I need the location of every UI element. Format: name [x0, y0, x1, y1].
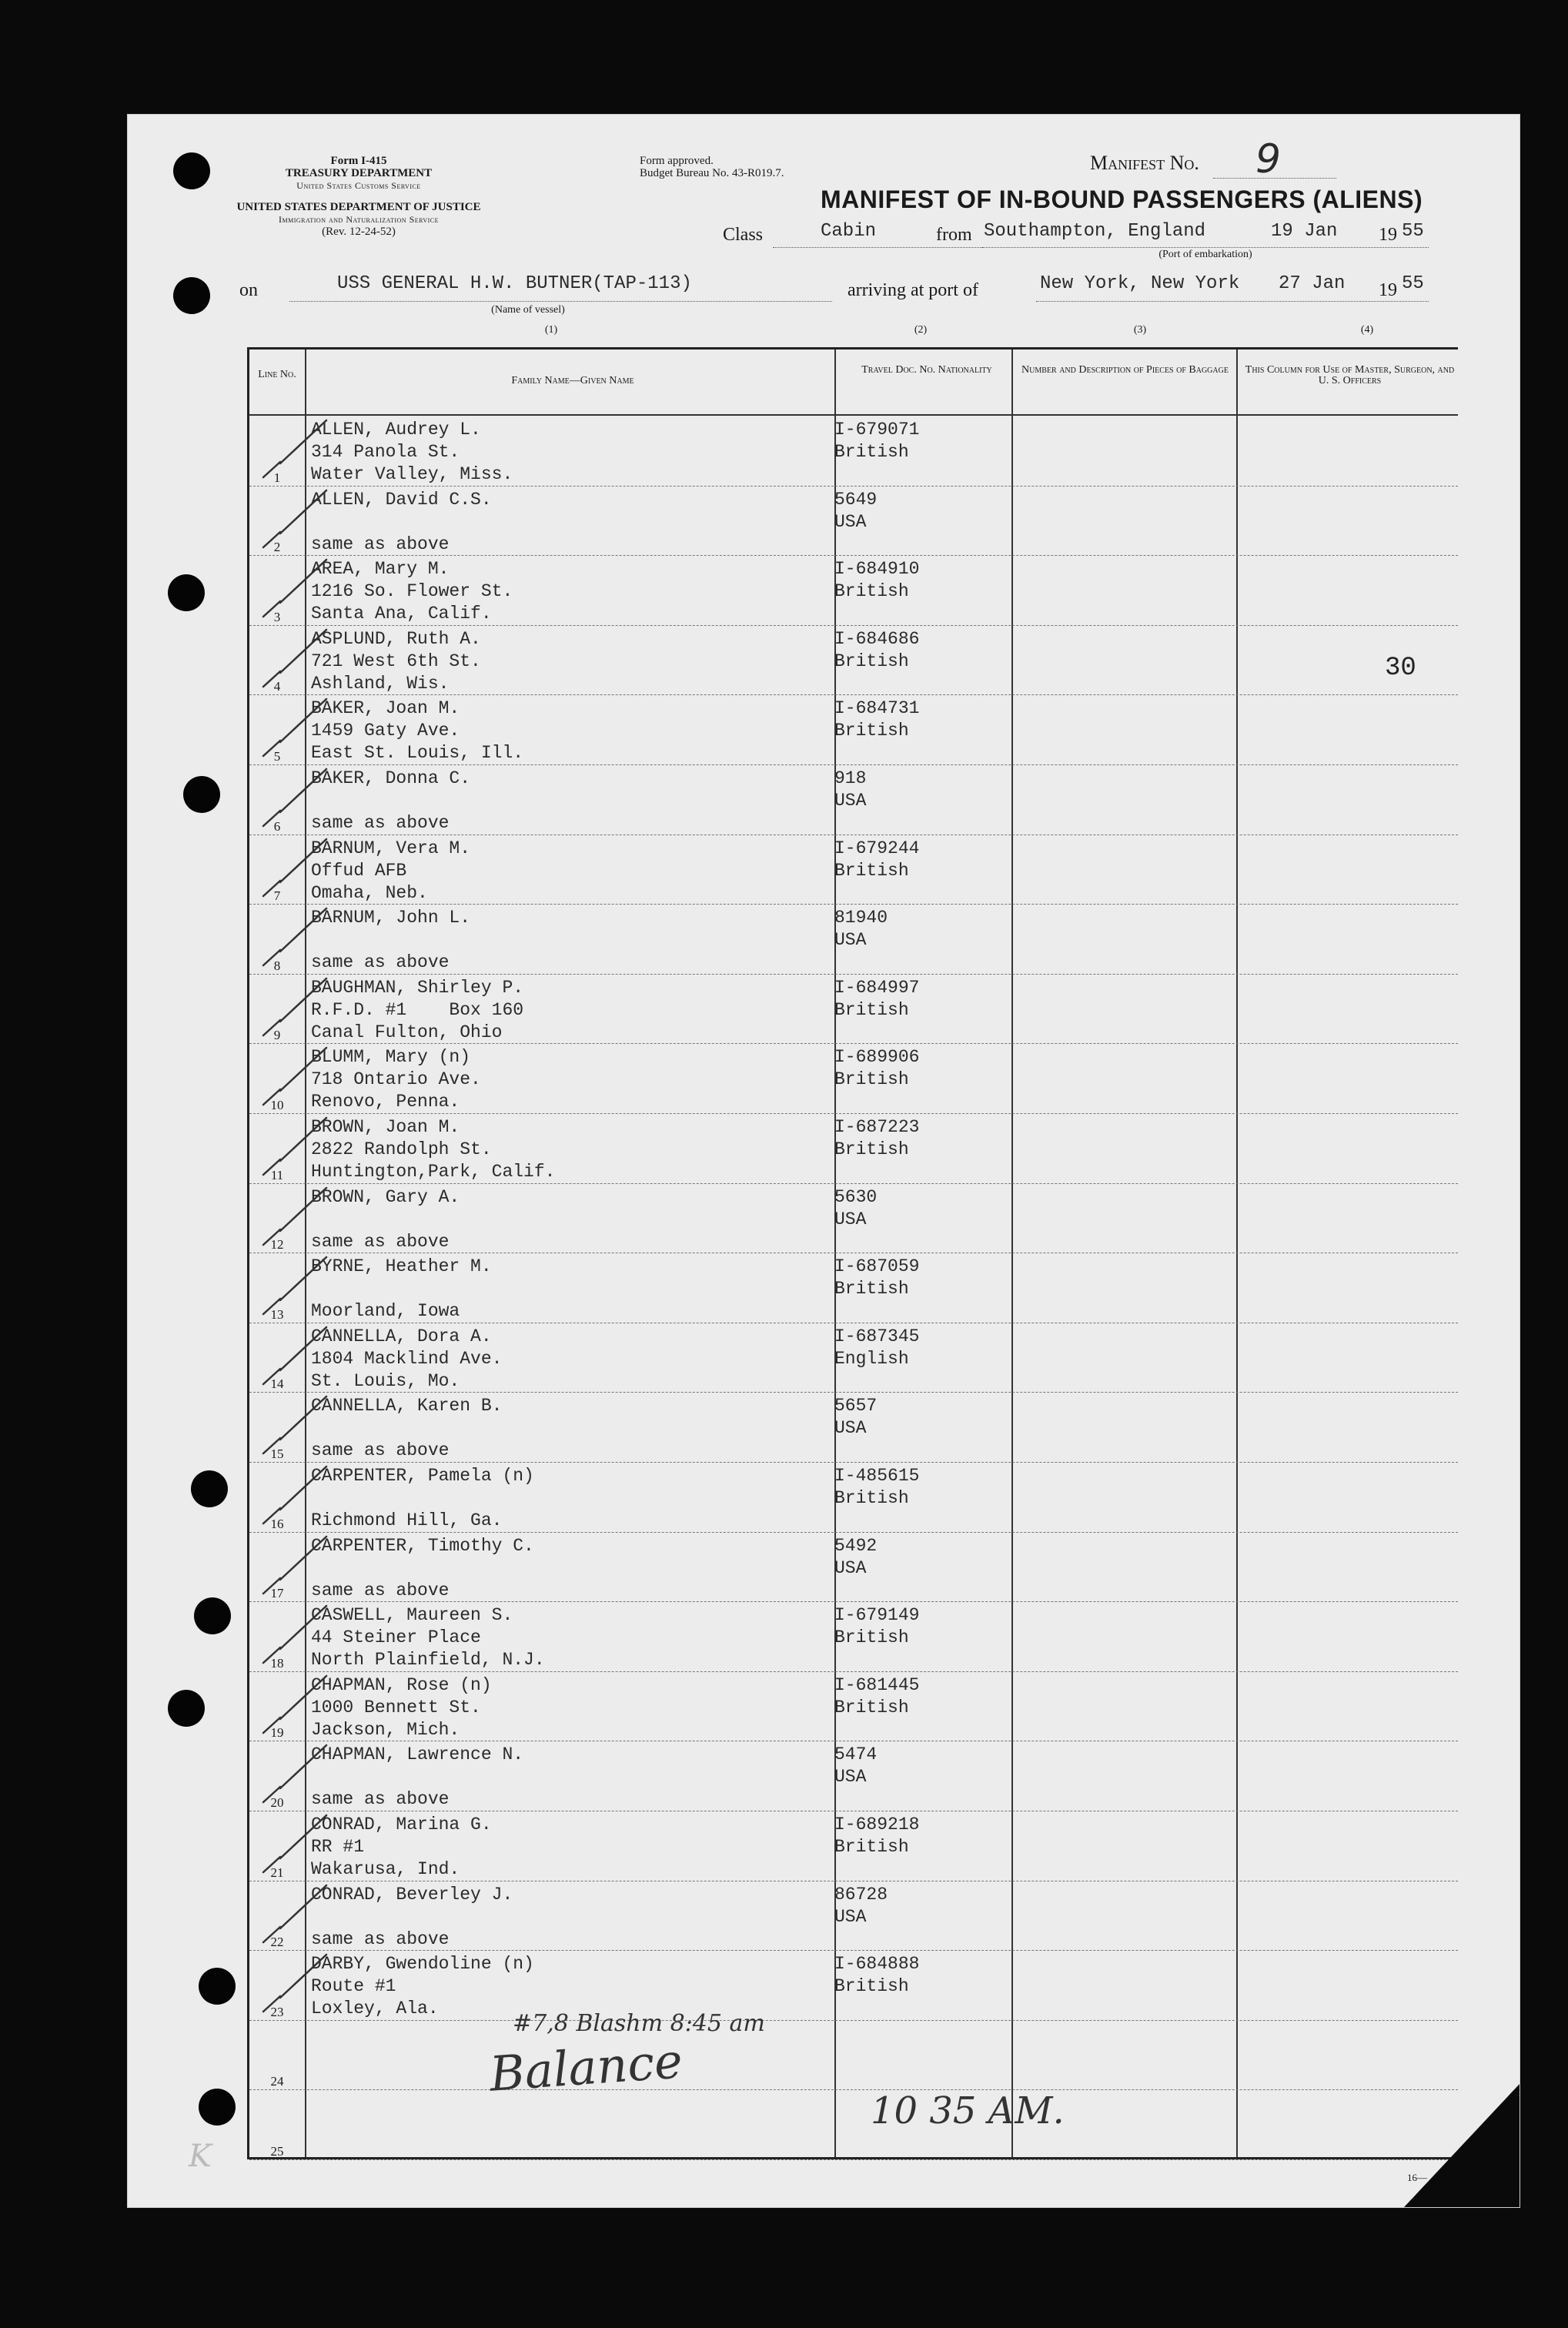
justice-dept: UNITED STATES DEPARTMENT OF JUSTICE — [236, 201, 481, 213]
from-value: Southampton, England — [984, 221, 1206, 242]
checkmark-icon — [249, 764, 342, 835]
line-number: 1 — [273, 470, 281, 485]
arrive-year: 55 — [1402, 273, 1424, 294]
table-row — [249, 764, 1458, 835]
line-number: 5 — [273, 748, 281, 764]
officer-mark: 30 — [1385, 654, 1416, 683]
punch-hole — [199, 2089, 236, 2126]
travel-doc-nationality: I-679071 British — [834, 420, 920, 462]
line-number: 11 — [270, 1167, 284, 1182]
line-number: 21 — [270, 1865, 284, 1880]
travel-doc-nationality: I-684910 British — [834, 559, 920, 602]
col-header-travel-doc: Travel Doc. No. Nationality — [861, 364, 992, 376]
checkmark-icon — [249, 416, 342, 486]
travel-doc-nationality: I-684686 British — [834, 628, 920, 671]
table-row — [249, 1950, 1458, 2021]
travel-doc-nationality: I-684731 British — [834, 698, 920, 741]
checkmark-icon — [249, 1601, 342, 1671]
table-row — [249, 1183, 1458, 1254]
manifest-title: MANIFEST OF IN-BOUND PASSENGERS (ALIENS) — [821, 186, 1423, 213]
travel-doc-nationality: I-485615 British — [834, 1466, 920, 1508]
line-number: 2 — [273, 540, 281, 555]
table-row — [249, 2020, 1458, 2091]
passenger-name-address: BARNUM, Vera M. Offud AFB Omaha, Neb. — [311, 838, 471, 903]
line-number: 3 — [273, 609, 281, 624]
travel-doc-nationality: 86728 USA — [834, 1884, 888, 1927]
treasury-dept: TREASURY DEPARTMENT — [285, 167, 433, 179]
table-row — [249, 694, 1458, 765]
embark-caption: (Port of embarkation) — [1158, 249, 1252, 260]
travel-doc-nationality: I-687059 British — [834, 1256, 920, 1299]
table-row — [249, 1881, 1458, 1952]
arrive-date: 27 Jan — [1279, 273, 1346, 294]
table-row — [249, 1462, 1458, 1533]
checkmark-icon — [249, 1462, 342, 1532]
passenger-name-address: BAUGHMAN, Shirley P. R.F.D. #1 Box 160 Canal Fulton, Ohio — [311, 977, 524, 1042]
checkmark-icon — [249, 1950, 342, 2020]
passenger-name-address: ALLEN, David C.S. same as above — [311, 489, 492, 554]
table-row — [249, 2089, 1458, 2160]
travel-doc-nationality: I-687345 English — [834, 1326, 920, 1369]
table-row — [249, 416, 1458, 487]
table-row — [249, 1532, 1458, 1603]
margin-mark: K — [189, 2139, 212, 2174]
manifest-no-label: Manifest No. — [1090, 152, 1199, 174]
line-number: 4 — [273, 679, 281, 694]
port-value: New York, New York — [1040, 273, 1240, 294]
punch-hole — [183, 776, 220, 813]
line-number: 20 — [270, 1794, 284, 1810]
line-number: 22 — [270, 1935, 284, 1950]
approval-block — [640, 155, 871, 179]
travel-doc-nationality: I-687223 British — [834, 1117, 920, 1159]
checkmark-icon — [249, 694, 342, 764]
travel-doc-nationality: 918 USA — [834, 768, 867, 811]
line-number: 14 — [270, 1376, 284, 1392]
port-line — [1036, 301, 1429, 302]
checkmark-icon — [249, 1811, 342, 1881]
travel-doc-nationality: I-684888 British — [834, 1954, 920, 1997]
arriving-label: arriving at port of — [848, 280, 978, 300]
passenger-name-address: DARBY, Gwendoline (n) Route #1 Loxley, Ala. — [311, 1954, 534, 2019]
punch-hole — [199, 1968, 236, 2005]
table-row — [249, 1671, 1458, 1742]
travel-doc-nationality: I-689218 British — [834, 1815, 920, 1857]
embark-date: 19 Jan — [1271, 221, 1338, 242]
form-approved: Form approved. — [640, 155, 714, 167]
table-row — [249, 1392, 1458, 1463]
punch-hole — [168, 574, 205, 611]
embark-year-prefix: 19 — [1379, 225, 1397, 245]
checkmark-icon — [249, 1392, 342, 1462]
checkmark-icon — [249, 1671, 342, 1741]
line-number: 13 — [270, 1306, 284, 1322]
travel-doc-nationality: 5649 USA — [834, 489, 878, 532]
travel-doc-nationality: 5474 USA — [834, 1744, 878, 1788]
checkmark-icon — [249, 904, 342, 974]
line-number: 17 — [270, 1586, 284, 1601]
col-header-line-no: Line No. — [258, 369, 296, 380]
justice-block — [236, 201, 482, 238]
passenger-name-address: ALLEN, Audrey L. 314 Panola St. Water Valley, Miss. — [311, 420, 513, 484]
line-number: 24 — [270, 2074, 284, 2089]
customs-service: United States Customs Service — [296, 180, 421, 191]
from-line — [982, 247, 1429, 248]
travel-doc-nationality: 5657 USA — [834, 1396, 878, 1439]
col-num-4: (4) — [1360, 324, 1374, 336]
table-row — [249, 486, 1458, 557]
line-number: 12 — [270, 1237, 284, 1253]
line-number: 10 — [270, 1097, 284, 1112]
table-row — [249, 835, 1458, 905]
table-row — [249, 1253, 1458, 1323]
checkmark-icon — [249, 974, 342, 1044]
from-label: from — [936, 225, 972, 245]
form-agency-block — [236, 155, 482, 192]
checkmark-icon — [249, 1253, 342, 1323]
checkmark-icon — [249, 1113, 342, 1183]
travel-doc-nationality: I-679244 British — [834, 838, 920, 881]
passenger-name-address: BYRNE, Heather M. Moorland, Iowa — [311, 1256, 492, 1322]
line-number: 9 — [273, 1028, 281, 1043]
checkmark-icon — [249, 555, 342, 625]
line-number: 25 — [270, 2143, 284, 2159]
checkmark-icon — [249, 835, 342, 905]
checkmark-icon — [249, 1043, 342, 1113]
table-row — [249, 1113, 1458, 1184]
embark-year: 55 — [1402, 221, 1424, 242]
manifest-page — [127, 114, 1520, 2208]
punch-hole — [173, 152, 210, 189]
checkmark-icon — [249, 1532, 342, 1602]
form-footer-code: 16— — [1407, 2172, 1427, 2183]
handwritten-balance: Balance — [487, 2032, 684, 2102]
travel-doc-nationality: 5630 USA — [834, 1186, 878, 1229]
checkmark-icon — [249, 1881, 342, 1951]
col-num-3: (3) — [1133, 324, 1147, 336]
passenger-name-address: CARPENTER, Pamela (n) Richmond Hill, Ga. — [311, 1466, 534, 1530]
passenger-name-address: BROWN, Joan M. 2822 Randolph St. Huntington,Park, Calif. — [311, 1117, 556, 1182]
travel-doc-nationality: 5492 USA — [834, 1535, 878, 1578]
handwritten-time: 10 35 AM. — [871, 2089, 1065, 2132]
ins-service: Immigration and Naturalization Service — [278, 214, 439, 225]
travel-doc-nationality: I-684997 British — [834, 977, 920, 1020]
checkmark-icon — [249, 1741, 342, 1811]
passenger-name-address: BARNUM, John L. same as above — [311, 908, 471, 973]
handwritten-note: #7,8 Blashm 8:45 am — [513, 2010, 765, 2037]
folded-corner — [1404, 2084, 1520, 2207]
passenger-name-address: BAKER, Donna C. same as above — [311, 768, 471, 833]
table-row — [249, 555, 1458, 626]
checkmark-icon — [249, 625, 342, 695]
on-label: on — [239, 280, 258, 300]
arrive-year-prefix: 19 — [1379, 280, 1397, 300]
class-value: Cabin — [821, 221, 877, 242]
line-number: 8 — [273, 958, 281, 973]
line-number: 23 — [270, 2004, 284, 2019]
travel-doc-nationality: I-679149 British — [834, 1605, 920, 1648]
passenger-table — [247, 347, 1458, 2159]
budget-bureau: Budget Bureau No. 43-R019.7. — [640, 167, 784, 179]
col-header-officers: This Column for Use of Master, Surgeon, and U. S. Officers — [1245, 364, 1455, 386]
passenger-name-address: CANNELLA, Dora A. 1804 Macklind Ave. St. Louis, Mo. — [311, 1326, 503, 1391]
table-row — [249, 625, 1458, 696]
punch-hole — [191, 1470, 228, 1507]
vessel-name: USS GENERAL H.W. BUTNER(TAP-113) — [337, 273, 692, 294]
passenger-name-address: CANNELLA, Karen B. same as above — [311, 1396, 503, 1461]
col-header-name: Family Name—Given Name — [511, 375, 634, 386]
passenger-name-address: CHAPMAN, Lawrence N. same as above — [311, 1744, 524, 1810]
checkmark-icon — [249, 1183, 342, 1253]
passenger-name-address: BAKER, Joan M. 1459 Gaty Ave. East St. Louis, Ill. — [311, 698, 524, 764]
line-number: 6 — [273, 818, 281, 834]
travel-doc-nationality: I-681445 British — [834, 1674, 920, 1718]
passenger-name-address: AREA, Mary M. 1216 So. Flower St. Santa Ana, Calif. — [311, 559, 513, 624]
revision: (Rev. 12-24-52) — [322, 226, 396, 238]
form-number: Form I-415 — [330, 155, 387, 167]
table-row — [249, 1741, 1458, 1811]
col-num-1: (1) — [544, 324, 558, 336]
line-number: 16 — [270, 1516, 284, 1531]
col-num-2: (2) — [914, 324, 928, 336]
checkmark-icon — [249, 486, 342, 556]
passenger-name-address: CONRAD, Marina G. RR #1 Wakarusa, Ind. — [311, 1815, 492, 1879]
manifest-no-value: 9 — [1255, 136, 1282, 182]
col-header-baggage: Number and Description of Pieces of Baggage — [1021, 364, 1229, 376]
table-row — [249, 1043, 1458, 1114]
travel-doc-nationality: I-689906 British — [834, 1047, 920, 1090]
punch-hole — [168, 1690, 205, 1727]
passenger-name-address: CARPENTER, Timothy C. same as above — [311, 1535, 534, 1600]
table-row — [249, 904, 1458, 975]
line-number: 19 — [270, 1725, 284, 1741]
class-label: Class — [723, 225, 764, 245]
line-number: 18 — [270, 1655, 284, 1671]
table-row — [249, 1601, 1458, 1672]
punch-hole — [173, 277, 210, 314]
table-row — [249, 1811, 1458, 1881]
passenger-name-address: BROWN, Gary A. same as above — [311, 1186, 460, 1252]
punch-hole — [194, 1597, 231, 1634]
travel-doc-nationality: 81940 USA — [834, 908, 888, 951]
table-row — [249, 974, 1458, 1045]
table-row — [249, 1323, 1458, 1393]
passenger-name-address: ASPLUND, Ruth A. 721 West 6th St. Ashland, Wis. — [311, 628, 481, 694]
vessel-caption: (Name of vessel) — [491, 304, 565, 316]
passenger-name-address: CHAPMAN, Rose (n) 1000 Bennett St. Jackson, Mich. — [311, 1674, 492, 1740]
vessel-line — [289, 301, 832, 302]
passenger-name-address: CONRAD, Beverley J. same as above — [311, 1884, 513, 1949]
checkmark-icon — [249, 1323, 342, 1393]
passenger-name-address: CASWELL, Maureen S. 44 Steiner Place North Plainfield, N.J. — [311, 1605, 545, 1671]
line-number: 15 — [270, 1446, 284, 1461]
line-number: 7 — [273, 888, 281, 904]
passenger-name-address: BLUMM, Mary (n) 718 Ontario Ave. Renovo, Penna. — [311, 1047, 481, 1112]
